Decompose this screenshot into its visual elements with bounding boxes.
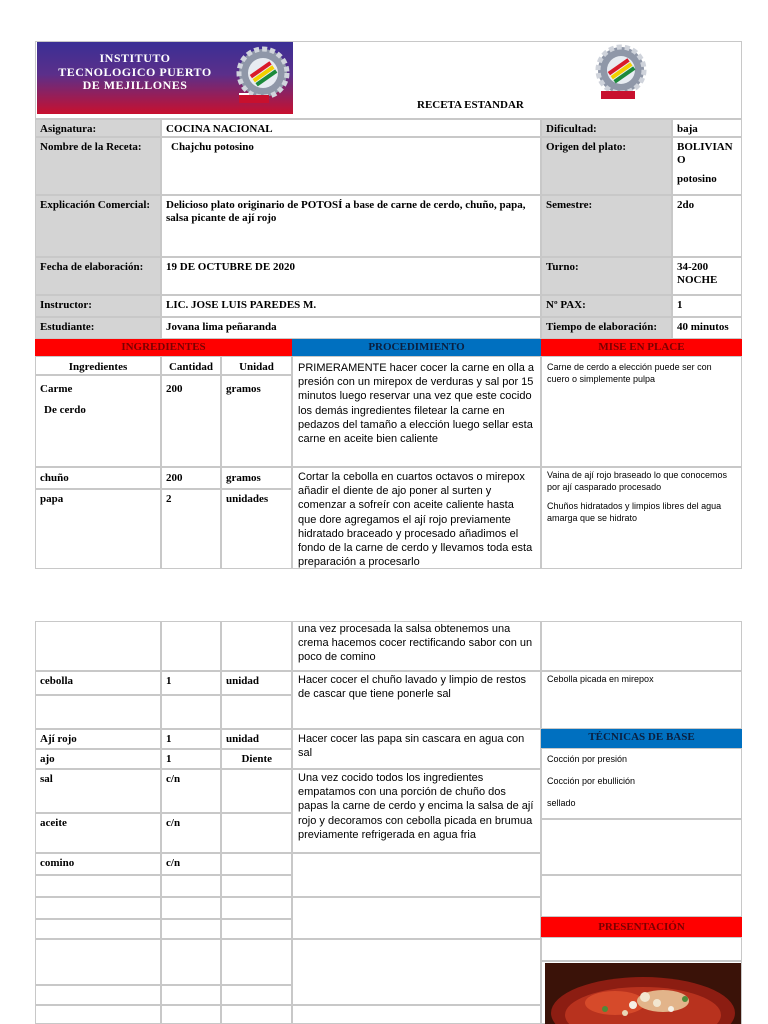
procedimiento-step-6: Una vez cocido todos los ingredientes empatamos con una porción de chuño dos papas la carne de cerdo y encima la salsa de ají rojo y decoramos con cebolla picada en brumua previamente refrigerada en agua fria — [292, 769, 541, 853]
p2-unit-empty-2 — [221, 695, 292, 729]
institute-gear-logo — [233, 45, 291, 107]
p2-ing-empty-1 — [35, 621, 161, 671]
p2-unit-empty-3 — [221, 875, 292, 897]
p2-unit-empty-6 — [221, 939, 292, 985]
tecnica-2: Cocción por ebullición — [547, 776, 636, 786]
turno-value — [672, 257, 742, 295]
qty-aji-rojo: 1 — [161, 729, 221, 749]
qty-aceite: c/n — [161, 813, 221, 853]
right-gear-logo — [591, 43, 651, 103]
p2-mise-empty-3 — [541, 875, 742, 917]
p2-qty-empty-8 — [161, 1005, 221, 1024]
semestre-value: 2do — [672, 195, 742, 257]
dificultad-label: Dificultad: — [541, 119, 672, 137]
procedimiento-header: PROCEDIMIENTO — [292, 339, 541, 356]
ingredient-aceite: aceite — [35, 813, 161, 853]
qty-cebolla: 1 — [161, 671, 221, 695]
ingredient-chuno: chuño — [35, 467, 161, 489]
ingredient-carne-line-2: De cerdo — [44, 404, 86, 416]
document-title: RECETA ESTANDAR — [417, 99, 524, 111]
procedimiento-step-4: Hacer cocer el chuño lavado y limpio de restos de cascar que tiene ponerle sal — [292, 671, 541, 729]
ingredient-carne — [35, 375, 161, 467]
p2-unit-empty-1 — [221, 621, 292, 671]
p2-unit-empty-4 — [221, 897, 292, 919]
col-unidad: Unidad — [221, 356, 292, 375]
tecnica-1: Cocción por presión — [547, 754, 628, 764]
p2-unit-empty-8 — [221, 1005, 292, 1024]
presentacion-header: PRESENTACIÓN — [541, 917, 742, 937]
estudiante-value: Jovana lima peñaranda — [161, 317, 541, 339]
institute-line-2: TECNOLOGICO PUERTO — [58, 64, 212, 79]
p2-pres-empty — [541, 937, 742, 961]
qty-papa: 2 — [161, 489, 221, 569]
unit-papa: unidades — [221, 489, 292, 569]
ingredient-sal: sal — [35, 769, 161, 813]
qty-chuno: 200 — [161, 467, 221, 489]
dificultad-value: baja — [672, 119, 742, 137]
unit-cebolla: unidad — [221, 671, 292, 695]
p2-unit-empty-5 — [221, 919, 292, 939]
pax-label: Nº PAX: — [541, 295, 672, 317]
procedimiento-step-1: PRIMERAMENTE hacer cocer la carne en olla a presión con un mirepox de verduras y sal por 15 minutos luego reservar una vez que este cocido los demás ingredientes filetear la carne en pedazos del tamaño a elección luego sellar esta carne en aceite bien caliente — [292, 356, 541, 467]
tecnicas-header: TÉCNICAS DE BASE — [541, 729, 742, 748]
turno-value-line-2: NOCHE — [677, 274, 718, 286]
tiempo-value: 40 minutos — [672, 317, 742, 339]
mise-item-2b: Chuños hidratados y limpios libres del agua amarga que se hidrato — [547, 501, 722, 523]
tiempo-label: Tiempo de elaboración: — [541, 317, 672, 339]
unit-carne: gramos — [221, 375, 292, 467]
unit-aji-rojo: unidad — [221, 729, 292, 749]
p2-qty-empty-4 — [161, 897, 221, 919]
ingredientes-header: INGREDIENTES — [35, 339, 292, 356]
nombre-label: Nombre de la Receta: — [35, 137, 161, 195]
col-cantidad: Cantidad — [161, 356, 221, 375]
p2-ing-empty-5 — [35, 919, 161, 939]
origen-value-line-2: O — [677, 154, 686, 166]
ingredient-cebolla: cebolla — [35, 671, 161, 695]
qty-sal: c/n — [161, 769, 221, 813]
origen-value — [672, 137, 742, 195]
turno-label: Turno: — [541, 257, 672, 295]
explicacion-label: Explicación Comercial: — [35, 195, 161, 257]
procedimiento-step-5: Hacer cocer las papa sin cascara en agua con sal — [292, 729, 541, 769]
page-2 — [35, 621, 742, 1024]
procedimiento-step-3: una vez procesada la salsa obtenemos una crema hacemos cocer rectificando sabor con un poco de comino — [292, 621, 541, 671]
origen-value-line-1: BOLIVIAN — [677, 141, 733, 153]
instructor-label: Instructor: — [35, 295, 161, 317]
p2-ing-empty-6 — [35, 939, 161, 985]
semestre-label: Semestre: — [541, 195, 672, 257]
instructor-value: LIC. JOSE LUIS PAREDES M. — [161, 295, 541, 317]
ingredient-carne-line-1: Carme — [40, 383, 73, 395]
p2-ing-empty-2 — [35, 695, 161, 729]
procedimiento-step-2: Cortar la cebolla en cuartos octavos o mirepox añadir el diente de ajo poner al surten y comenzar a sofreír con aceite caliente hasta que dore agregamos el ají rojo previamente hidratado braceado y procesado añadimos el fondo de la carne de cerdo y llevamos toda esta preparación a procesarlo — [292, 467, 541, 569]
p2-unit-empty-7 — [221, 985, 292, 1005]
p2-proc-empty-4 — [292, 1005, 541, 1024]
asignatura-label: Asignatura: — [35, 119, 161, 137]
dish-photo — [545, 963, 741, 1024]
p2-mise-empty-2 — [541, 819, 742, 875]
unit-sal — [221, 769, 292, 813]
mise-item-2a: Vaina de ají rojo braseado lo que conocemos por ají casparado procesado — [547, 470, 727, 492]
institute-banner — [37, 42, 293, 114]
mise-item-3: Cebolla picada en mirepox — [541, 671, 742, 729]
unit-comino — [221, 853, 292, 875]
p2-qty-empty-2 — [161, 695, 221, 729]
p2-ing-empty-4 — [35, 897, 161, 919]
p2-qty-empty-5 — [161, 919, 221, 939]
mise-en-place-header: MISE EN PLACE — [541, 339, 742, 356]
ingredient-comino: comino — [35, 853, 161, 875]
fecha-label: Fecha de elaboración: — [35, 257, 161, 295]
estudiante-label: Estudiante: — [35, 317, 161, 339]
tecnicas-list — [541, 748, 742, 819]
unit-ajo: Diente — [221, 749, 292, 769]
ingredient-aji-rojo: Ají rojo — [35, 729, 161, 749]
ingredient-papa: papa — [35, 489, 161, 569]
p2-proc-empty-3 — [292, 939, 541, 1005]
p2-qty-empty-6 — [161, 939, 221, 985]
p2-qty-empty-1 — [161, 621, 221, 671]
qty-carne: 200 — [161, 375, 221, 467]
fecha-value: 19 DE OCTUBRE DE 2020 — [161, 257, 541, 295]
asignatura-value: COCINA NACIONAL — [161, 119, 541, 137]
page-1 — [35, 41, 742, 569]
institute-line-3: DE MEJILLONES — [82, 78, 188, 92]
p2-ing-empty-7 — [35, 985, 161, 1005]
mise-item-2 — [541, 467, 742, 569]
institute-name — [43, 52, 227, 93]
p2-proc-empty-2 — [292, 897, 541, 939]
p2-qty-empty-3 — [161, 875, 221, 897]
qty-comino: c/n — [161, 853, 221, 875]
col-ingredientes: Ingredientes — [35, 356, 161, 375]
p2-qty-empty-7 — [161, 985, 221, 1005]
nombre-value: Chajchu potosino — [161, 137, 541, 195]
explicacion-value: Delicioso plato originario de POTOSÍ a base de carne de cerdo, chuño, papa, salsa picante de ají rojo — [161, 195, 541, 257]
p2-mise-empty-1 — [541, 621, 742, 671]
institute-line-1: INSTITUTO — [99, 51, 171, 65]
origen-value-line-3: potosino — [677, 173, 717, 185]
p2-proc-empty-1 — [292, 853, 541, 897]
turno-value-line-1: 34-200 — [677, 261, 709, 273]
p2-ing-empty-8 — [35, 1005, 161, 1024]
pax-value: 1 — [672, 295, 742, 317]
ingredient-ajo: ajo — [35, 749, 161, 769]
tecnica-3: sellado — [547, 798, 576, 808]
unit-chuno: gramos — [221, 467, 292, 489]
p2-ing-empty-3 — [35, 875, 161, 897]
unit-aceite — [221, 813, 292, 853]
mise-item-1: Carne de cerdo a elección puede ser con cuero o simplemente pulpa — [541, 356, 742, 467]
origen-label: Origen del plato: — [541, 137, 672, 195]
qty-ajo: 1 — [161, 749, 221, 769]
